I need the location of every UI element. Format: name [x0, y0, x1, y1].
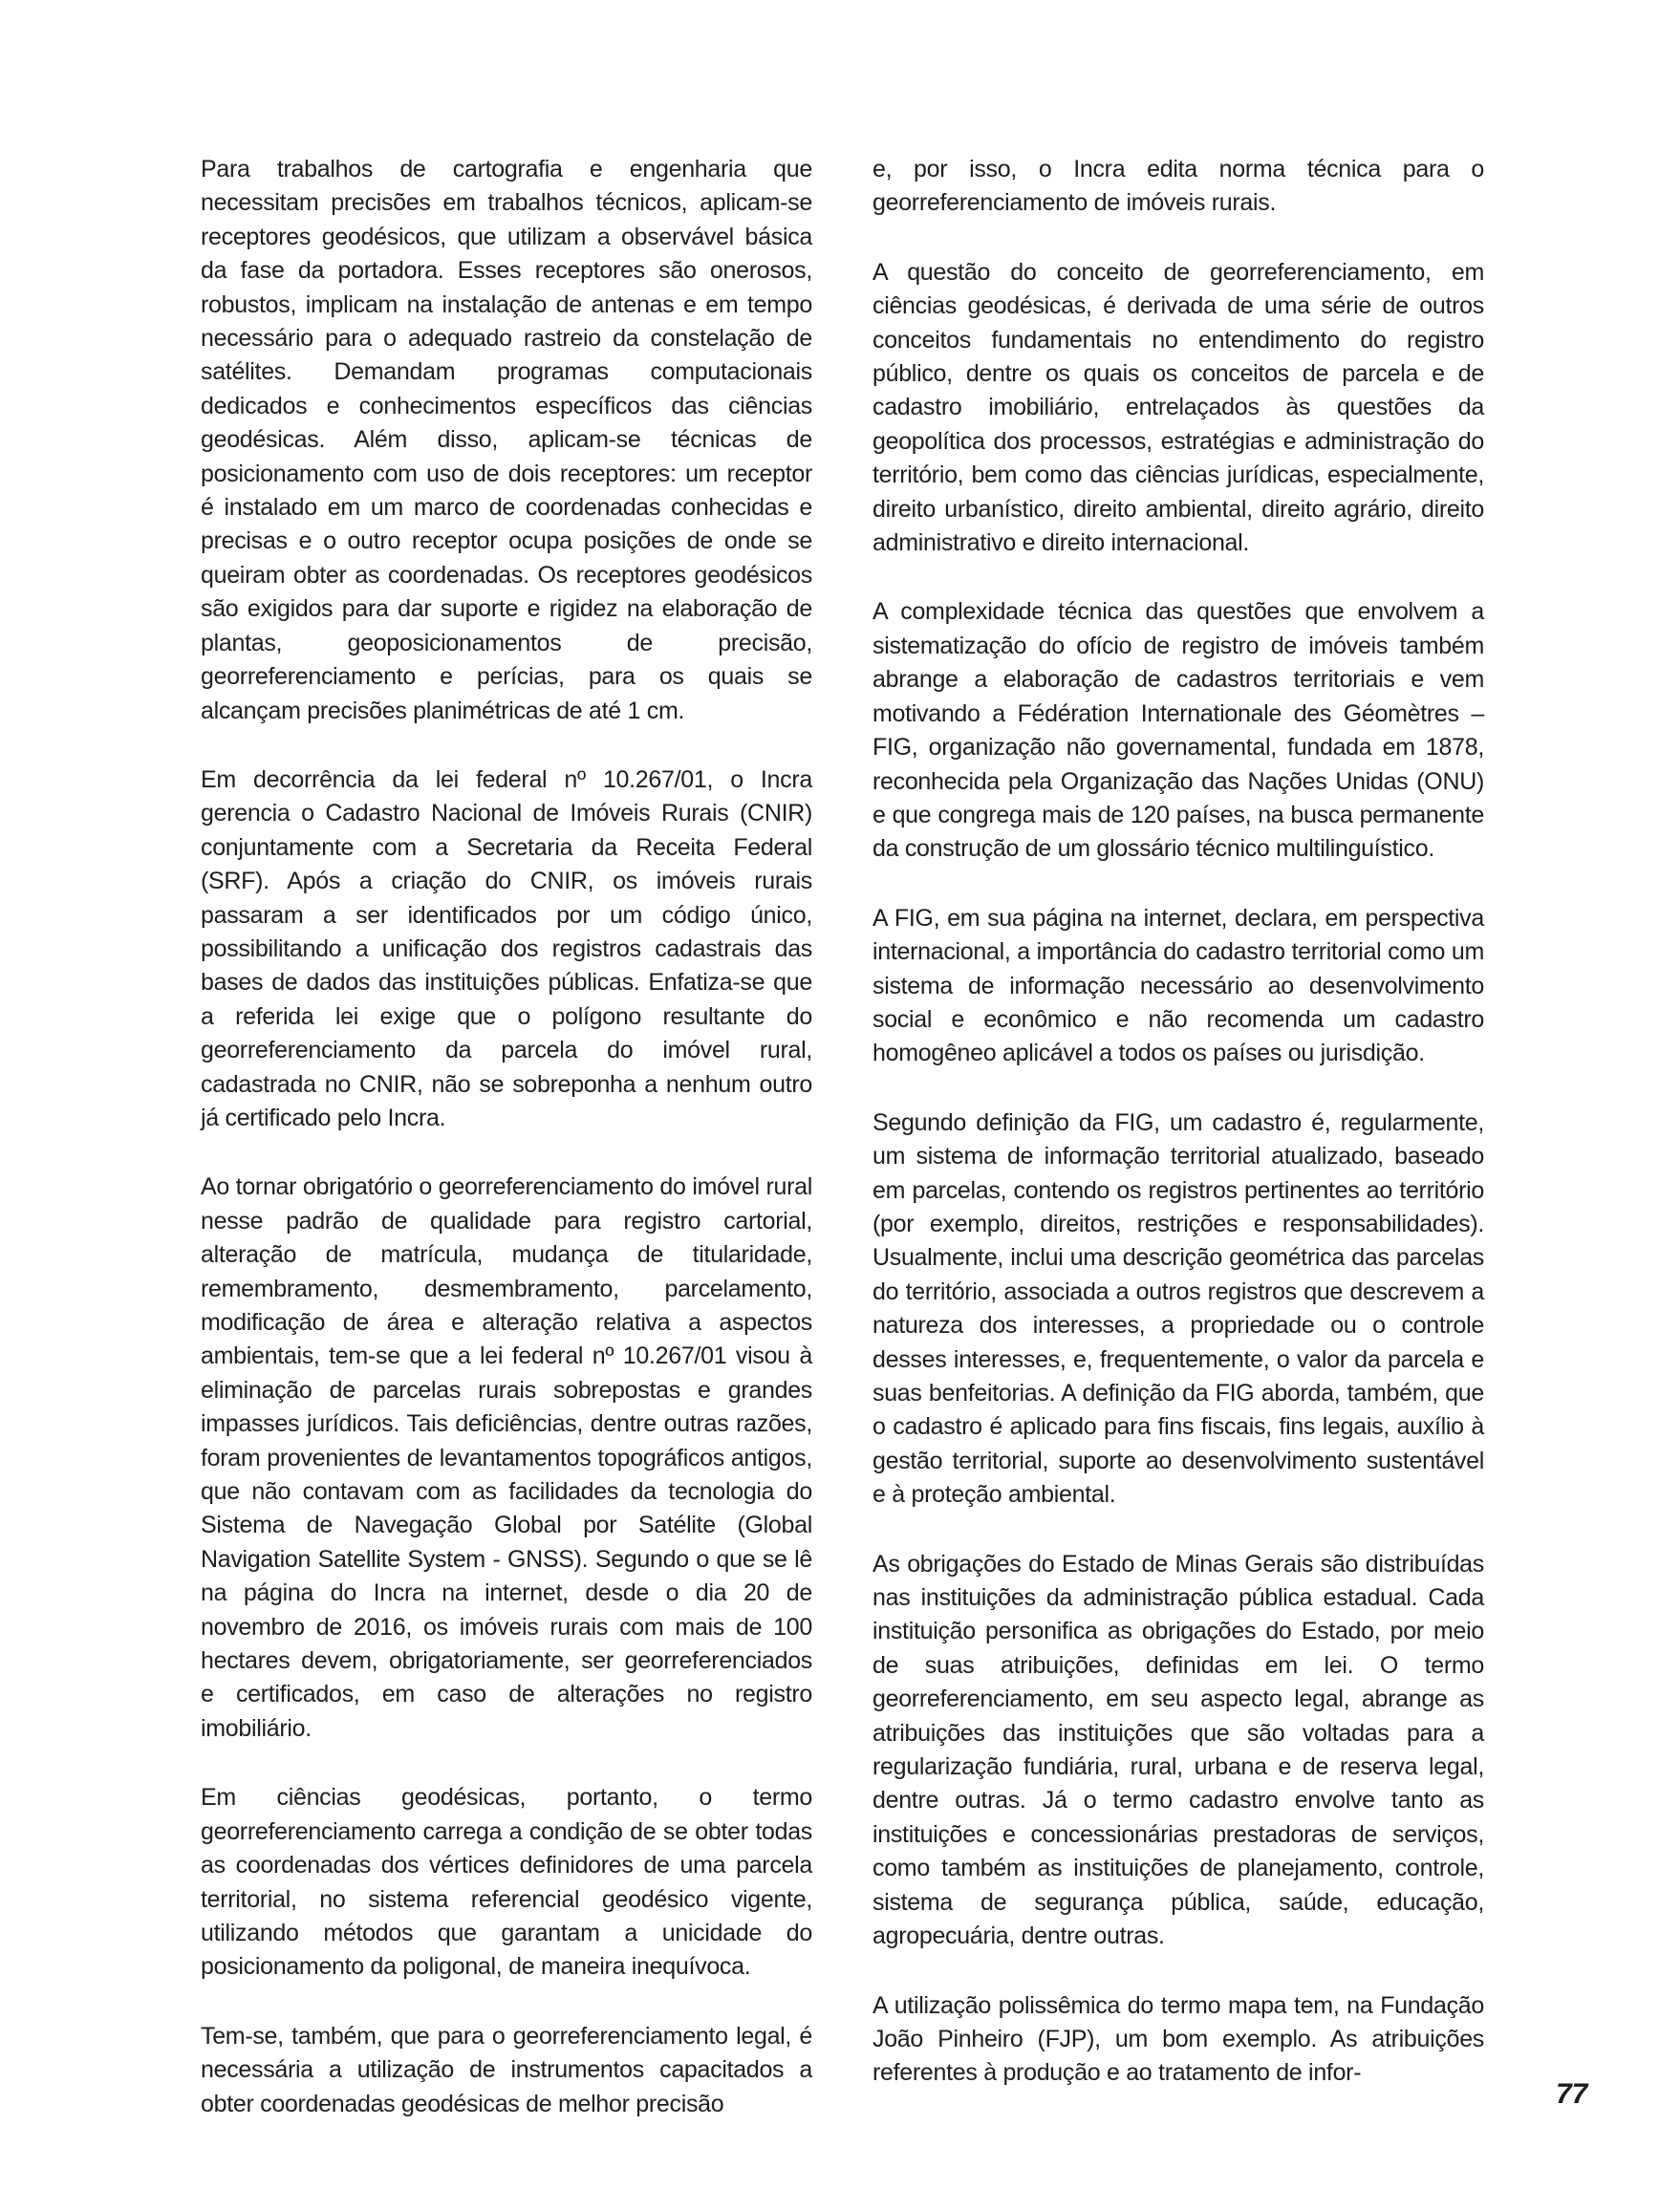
- right-text-column: [873, 153, 1484, 2091]
- paragraph: Segundo definição da FIG, um cadastro é, regularmente, um sistema de informação territorial atualizado, baseado em parcelas, contendo os registros pertinentes ao território (por exemplo, direitos, restrições e responsabilidades). Usualmente, inclui uma descrição geométrica das parcelas do território, associada a outros registros que descrevem a natureza dos interesses, a propriedade ou o controle desses interesses, e, frequentemente, o valor da parcela e suas benfeitorias. A definição da FIG aborda, também, que o cadastro é aplicado para fins fiscais, fins legais, auxílio à gestão territorial, suporte ao desenvolvimento sustentável e à proteção ambiental.: [873, 1108, 1484, 1509]
- left-text-column: [201, 153, 812, 2121]
- paragraph: Ao tornar obrigatório o georreferenciamento do imóvel rural nesse padrão de qualidade para registro cartorial, alteração de matrícula, mudança de titularidade, remembramento, desmembramento, parcelamento, modificação de área e alteração relativa a aspectos ambientais, tem-se que a lei federal nº 10.267/01 visou à eliminação de parcelas rurais sobrepostas e grandes impasses jurídicos. Tais deficiências, dentre outras razões, foram provenientes de levantamentos topográficos antigos, que não contavam com as facilidades da tecnologia do Sistema de Navegação Global por Satélite (Global Navigation Satellite System - GNSS). Segundo o que se lê na página do Incra na internet, desde o dia 20 de novembro de 2016, os imóveis rurais com mais de 100 hectares devem, obrigatoriamente, ser georreferenciados e certificados, em caso de alterações no registro imobiliário.: [201, 1173, 812, 1742]
- paragraph: A complexidade técnica das questões que envolvem a sistematização do ofício de registro de imóveis também abrange a elaboração de cadastros territoriais e vem motivando a Fédération Internationale des Géomètres – FIG, organização não governamental, fundada em 1878, reconhecida pela Organização das Nações Unidas (ONU) e que congrega mais de 120 países, na busca permanente da construção de um glossário técnico multilinguístico.: [873, 598, 1484, 863]
- paragraph: e, por isso, o Incra edita norma técnica para o georreferenciamento de imóveis rurais.: [873, 156, 1484, 217]
- paragraph: A utilização polissêmica do termo mapa tem, na Fundação João Pinheiro (FJP), um bom exemplo. As atribuições referentes à produção e ao tratamento de infor-: [873, 1991, 1484, 2087]
- paragraph: Tem-se, também, que para o georreferenciamento legal, é necessária a utilização de instrumentos capacitados a obter coordenadas geodésicas de melhor precisão: [201, 2022, 812, 2117]
- paragraph: A questão do conceito de georreferenciamento, em ciências geodésicas, é derivada de uma série de outros conceitos fundamentais no entendimento do registro público, dentre os quais os conceitos de parcela e de cadastro imobiliário, entrelaçados às questões da geopolítica dos processos, estratégias e administração do território, bem como das ciências jurídicas, especialmente, direito urbanístico, direito ambiental, direito agrário, direito administrativo e direito internacional.: [873, 258, 1484, 557]
- paragraph: As obrigações do Estado de Minas Gerais são distribuídas nas instituições da administração pública estadual. Cada instituição personifica as obrigações do Estado, por meio de suas atribuições, definidas em lei. O termo georreferenciamento, em seu aspecto legal, abrange as atribuições das instituições que são voltadas para a regularização fundiária, rural, urbana e de reserva legal, dentre outras. Já o termo cadastro envolve tanto as instituições e concessionárias prestadoras de serviços, como também as instituições de planejamento, controle, sistema de segurança pública, saúde, educação, agropecuária, dentre outras.: [873, 1550, 1484, 1950]
- page-number: 77: [1556, 2078, 1588, 2110]
- paragraph: Em ciências geodésicas, portanto, o termo georreferenciamento carrega a condição de se obter todas as coordenadas dos vértices definidores de uma parcela territorial, no sistema referencial geodésico vigente, utilizando métodos que garantam a unicidade do posicionamento da poligonal, de maneira inequívoca.: [201, 1784, 812, 1981]
- paragraph: Em decorrência da lei federal nº 10.267/01, o Incra gerencia o Cadastro Nacional de Imóveis Rurais (CNIR) conjuntamente com a Secretaria da Receita Federal (SRF). Após a criação do CNIR, os imóveis rurais passaram a ser identificados por um código único, possibilitando a unificação dos registros cadastrais das bases de dados das instituições públicas. Enfatiza-se que a referida lei exige que o polígono resultante do georreferenciamento da parcela do imóvel rural, cadastrada no CNIR, não se sobreponha a nenhum outro já certificado pelo Incra.: [201, 765, 812, 1131]
- paragraph: A FIG, em sua página na internet, declara, em perspectiva internacional, a importância do cadastro territorial como um sistema de informação necessário ao desenvolvimento social e econômico e não recomenda um cadastro homogêneo aplicável a todos os países ou jurisdição.: [873, 904, 1484, 1067]
- paragraph: Para trabalhos de cartografia e engenharia que necessitam precisões em trabalhos técnicos, aplicam-se receptores geodésicos, que utilizam a observável básica da fase da portadora. Esses receptores são onerosos, robustos, implicam na instalação de antenas e em tempo necessário para o adequado rastreio da constelação de satélites. Demandam programas computacionais dedicados e conhecimentos específicos das ciências geodésicas. Além disso, aplicam-se técnicas de posicionamento com uso de dois receptores: um receptor é instalado em um marco de coordenadas conhecidas e precisas e o outro receptor ocupa posições de onde se queiram obter as coordenadas. Os receptores geodésicos são exigidos para dar suporte e rigidez na elaboração de plantas, geoposicionamentos de precisão, georreferenciamento e perícias, para os quais se alcançam precisões planimétricas de até 1 cm.: [201, 156, 812, 724]
